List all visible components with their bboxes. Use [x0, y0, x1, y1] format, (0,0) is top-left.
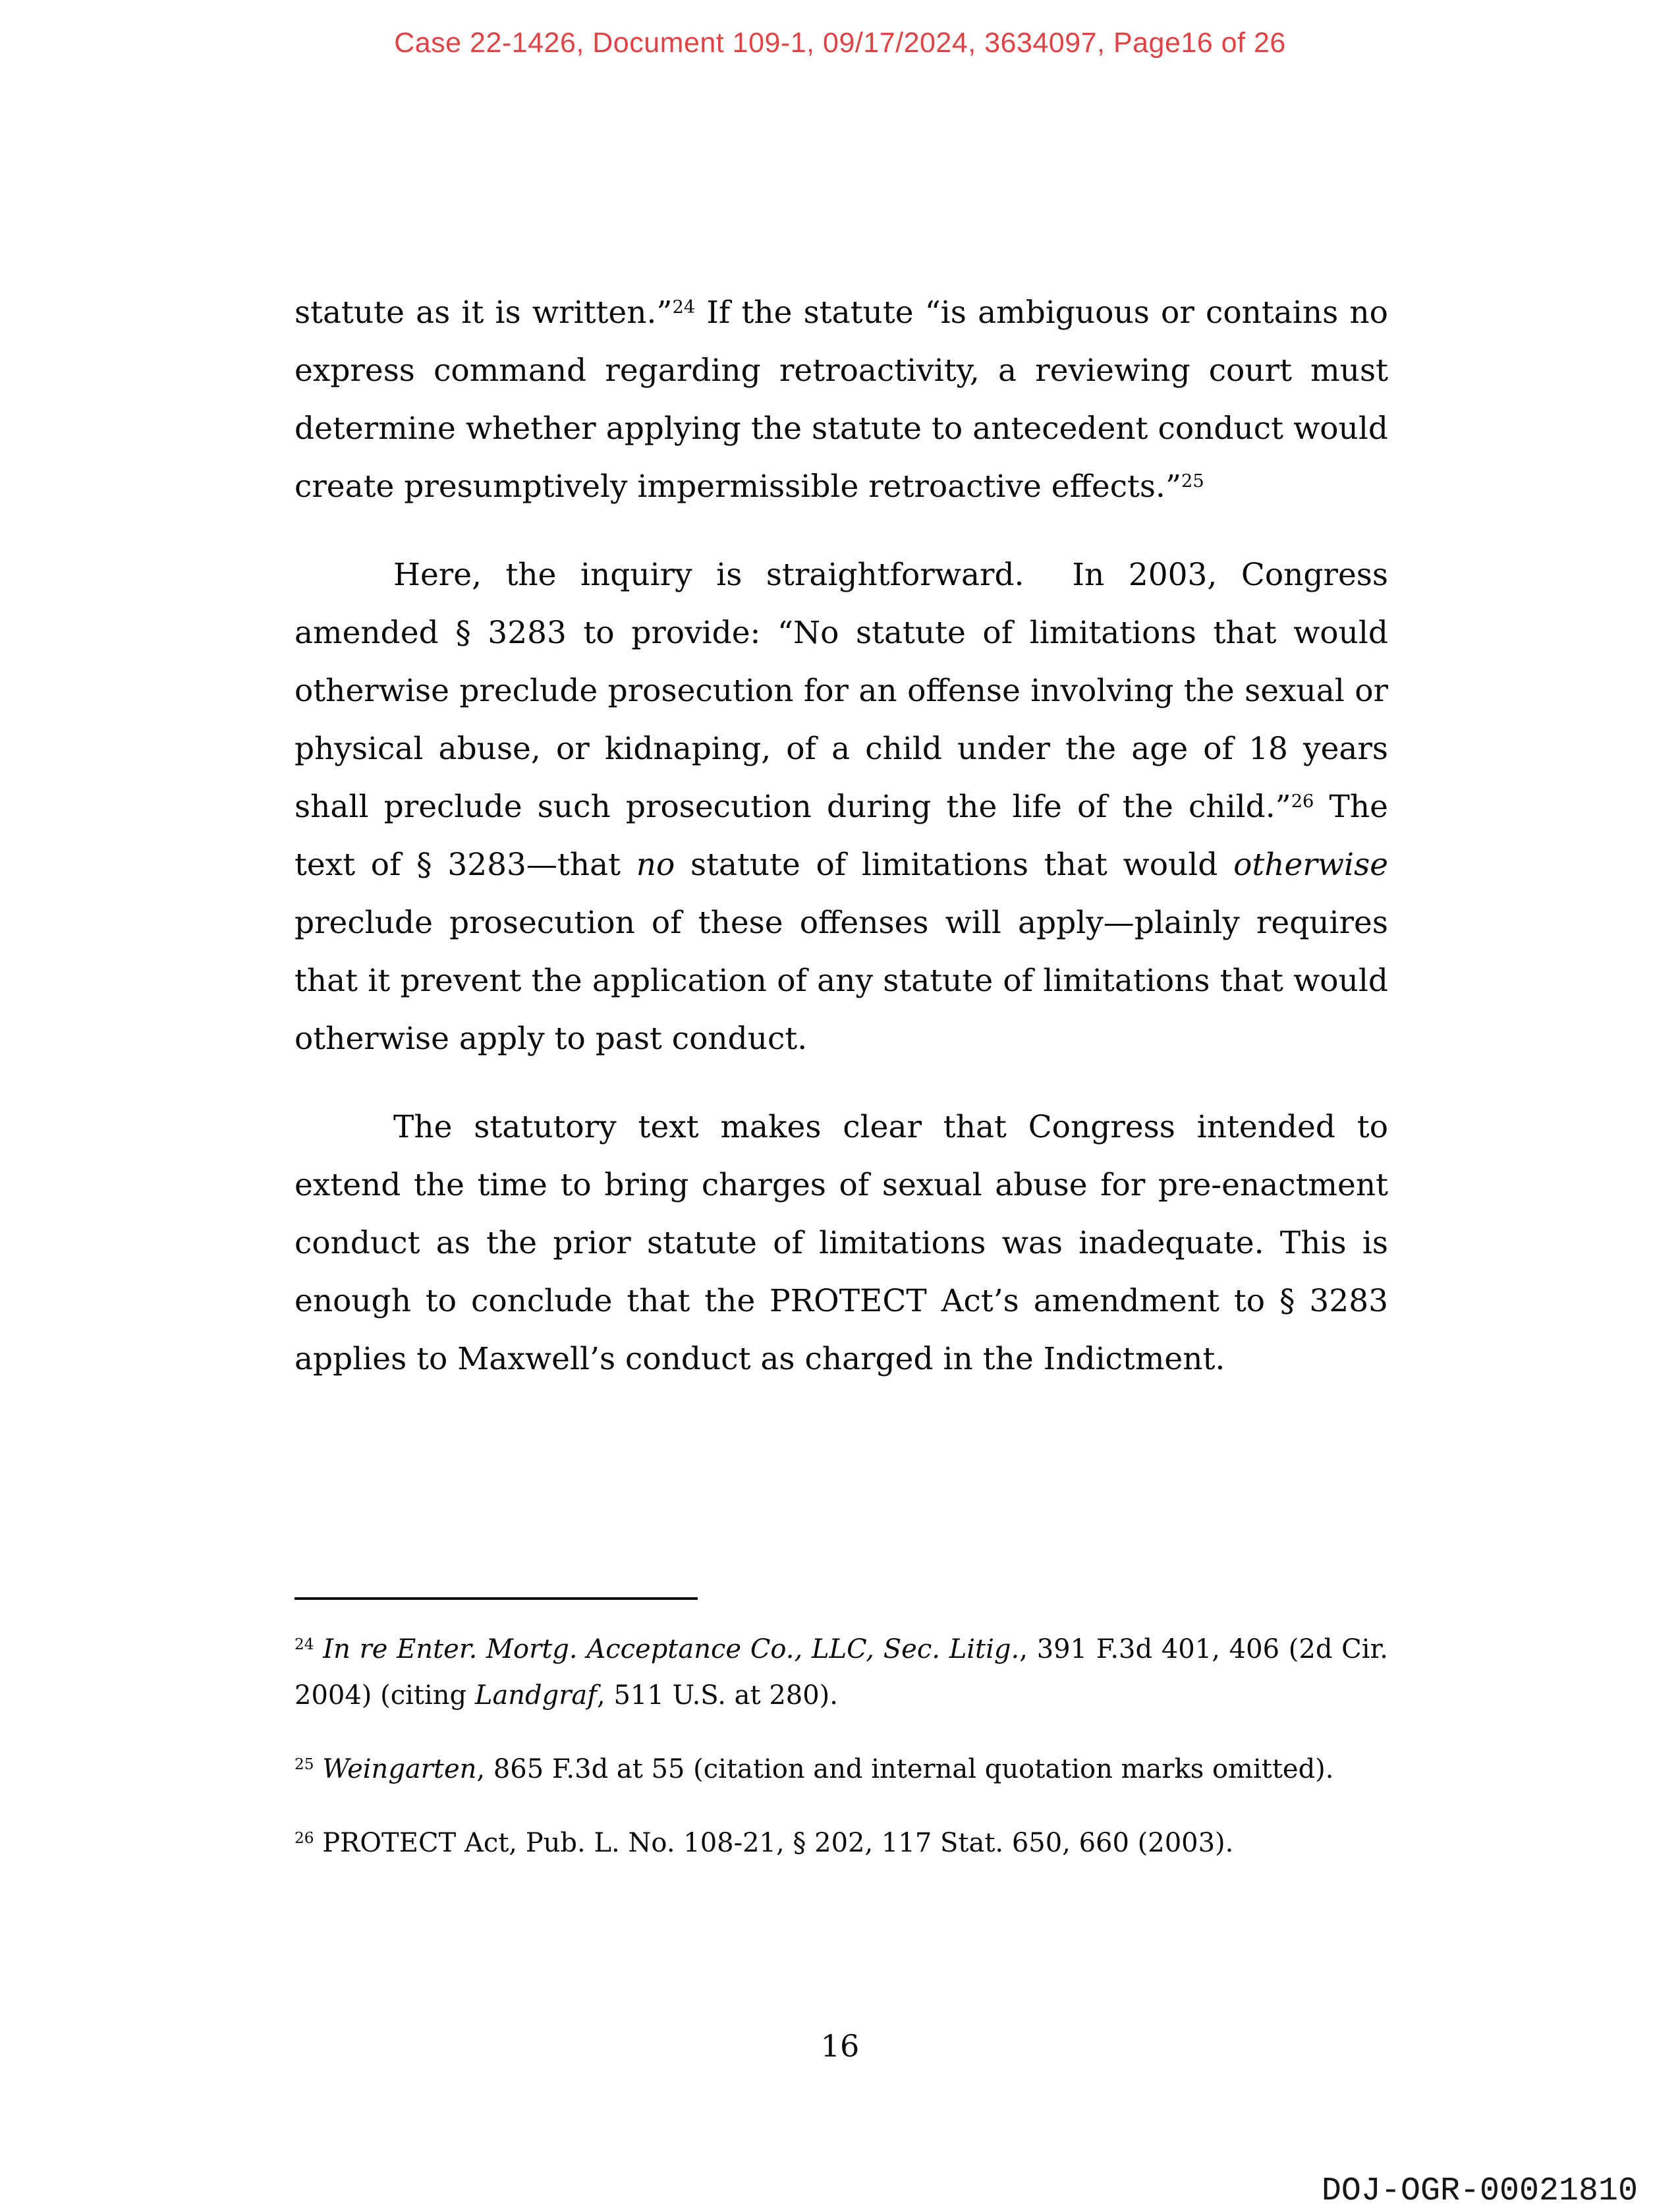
footnotes-section	[294, 1597, 1388, 1866]
footnote-text-26: PROTECT Act, Pub. L. No. 108-21, § 202, 117 Stat. 650, 660 (2003).	[322, 1828, 1234, 1858]
body-paragraph-1: statute as it is written.”$^{24}$ If the statute “is ambiguous or contains no express command regarding retroactivity, a reviewing court must determine whether applying the statute to antecedent conduct would create presumptively impermissible retroactive effects.”$^{25}$	[294, 295, 1388, 505]
footnote-26	[294, 1820, 1388, 1866]
footnote-marker-25: 25	[294, 1755, 314, 1774]
body-paragraph-2: Here, the inquiry is straightforward. In 2003, Congress amended § 3283 to provide: “No statute of limitations that would otherwise preclude prosecution for an offense involving the sexual or physical abuse, or kidnaping, of a child under the age of 18 years shall preclude such prosecution during the life of the child.”$^{26}$ The text of § 3283—that no statute of limitations that would otherwise preclude prosecution of these offenses will apply—plainly requires that it prevent the application of any statute of limitations that would otherwise apply to past conduct.	[294, 557, 1389, 1057]
footnote-text-25: Weingarten, 865 F.3d at 55 (citation and internal quotation marks omitted).	[322, 1754, 1334, 1784]
bates-number: DOJ-OGR-00021810	[1321, 2172, 1638, 2210]
footnote-separator	[294, 1597, 698, 1600]
page-number: 16	[820, 2028, 860, 2064]
footnote-25	[294, 1746, 1388, 1792]
document-body	[294, 284, 1388, 1419]
footnote-marker-24: 24	[294, 1635, 314, 1654]
footnote-text-24: In re Enter. Mortg. Acceptance Co., LLC, Sec. Litig., 391 F.3d 401, 406 (2d Cir. 2004) (citing Landgraf, 511 U.S. at 280).	[294, 1634, 1389, 1711]
footnote-marker-26: 26	[294, 1829, 314, 1848]
body-paragraph-3: The statutory text makes clear that Congress intended to extend the time to bring charges of sexual abuse for pre-enactment conduct as the prior statute of limitations was inadequate. This is enough to conclude that the PROTECT Act’s amendment to § 3283 applies to Maxwell’s conduct as charged in the Indictment.	[294, 1109, 1388, 1377]
footnote-24	[294, 1626, 1388, 1718]
case-stamp-header: Case 22-1426, Document 109-1, 09/17/2024, 3634097, Page16 of 26	[394, 27, 1286, 59]
